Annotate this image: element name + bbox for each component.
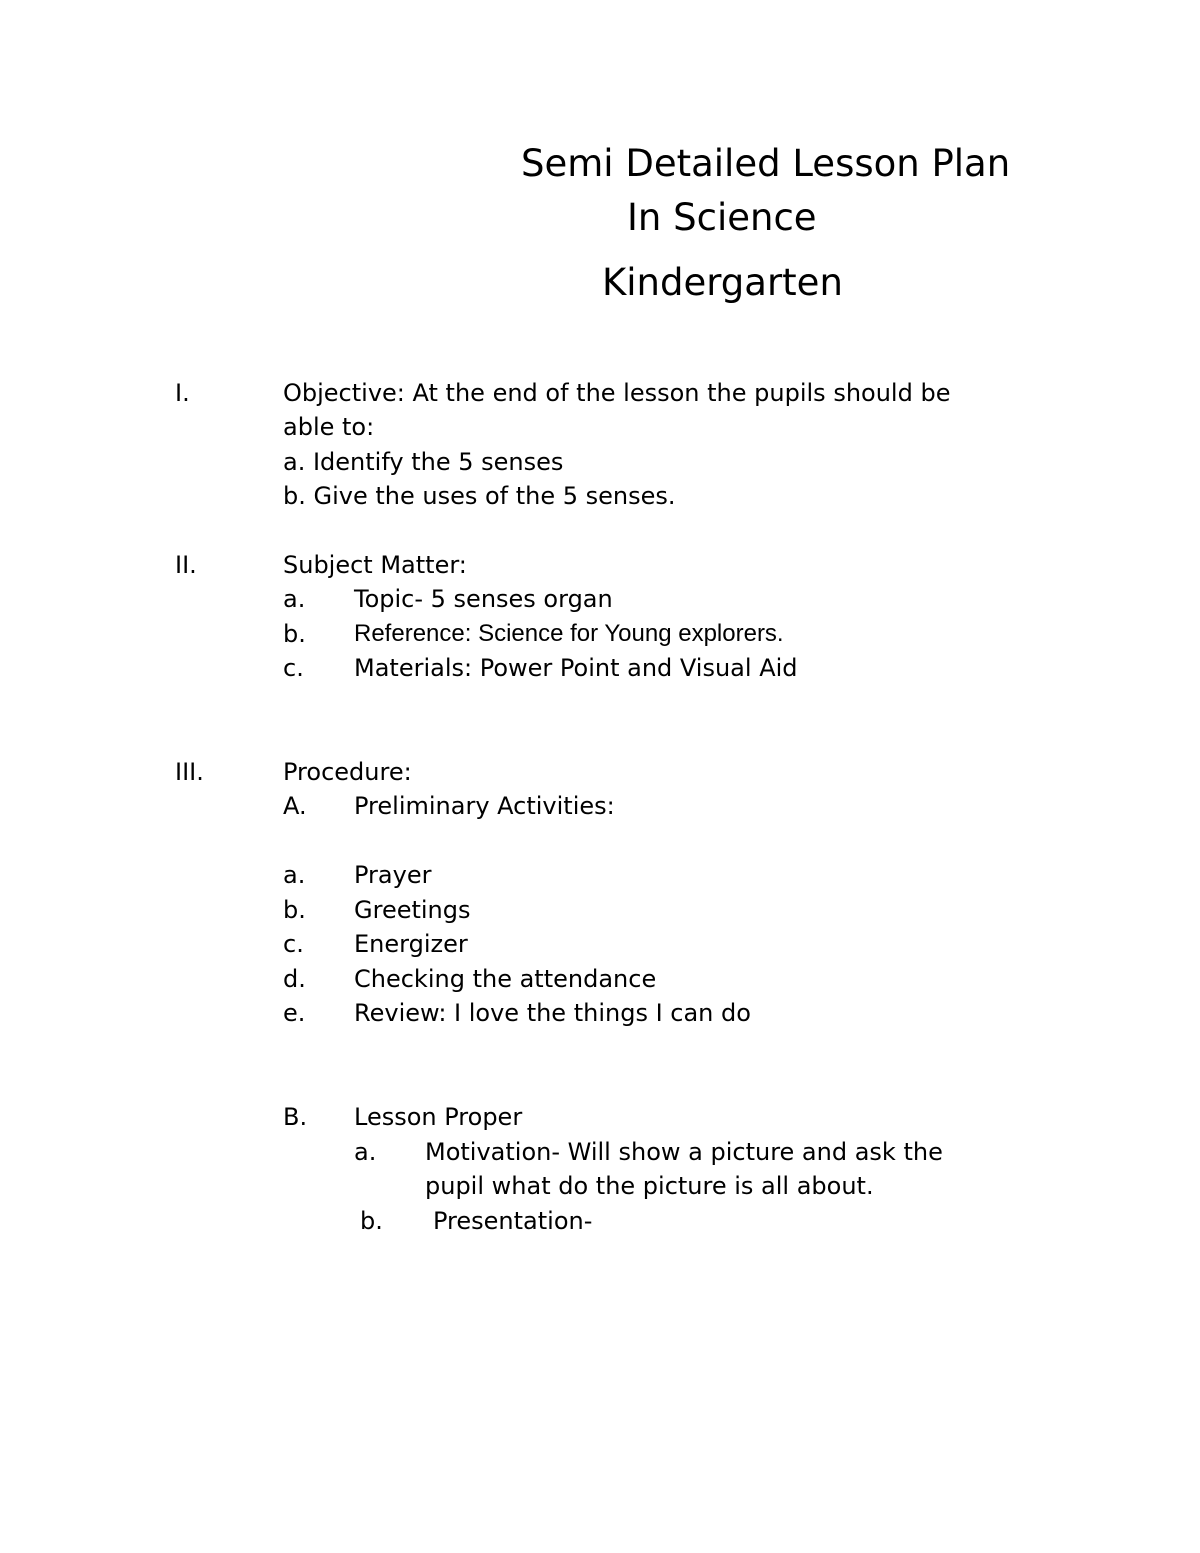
proper-item-motivation-continued: pupil what do the picture is all about. <box>425 1172 874 1200</box>
prelim-item-letter: d. <box>283 965 306 993</box>
preliminary-activities-heading: Preliminary Activities: <box>354 792 615 820</box>
proper-item-motivation: Motivation- Will show a picture and ask the <box>425 1138 943 1166</box>
objective-item-b: b. Give the uses of the 5 senses. <box>283 482 676 510</box>
subject-item-materials: Materials: Power Point and Visual Aid <box>354 654 798 682</box>
subject-item-letter: a. <box>283 585 306 613</box>
subject-matter-heading: Subject Matter: <box>283 551 467 579</box>
prelim-item-letter: c. <box>283 930 304 958</box>
document-subject: In Science <box>627 196 817 239</box>
subject-item-topic: Topic- 5 senses organ <box>354 585 613 613</box>
document-grade-level: Kindergarten <box>602 261 843 304</box>
proper-item-letter: a. <box>354 1138 377 1166</box>
section-numeral-procedure: III. <box>175 758 204 786</box>
prelim-item-prayer: Prayer <box>354 861 432 889</box>
subject-item-letter: c. <box>283 654 304 682</box>
prelim-item-review: Review: I love the things I can do <box>354 999 751 1027</box>
prelim-item-letter: b. <box>283 896 306 924</box>
procedure-subsection-letter: B. <box>283 1103 308 1131</box>
subject-item-reference: Reference: Science for Young explorers. <box>354 620 784 647</box>
objective-heading-continued: able to: <box>283 413 375 441</box>
prelim-item-energizer: Energizer <box>354 930 468 958</box>
section-numeral-objective: I. <box>175 379 190 407</box>
prelim-item-letter: e. <box>283 999 306 1027</box>
prelim-item-letter: a. <box>283 861 306 889</box>
section-numeral-subject-matter: II. <box>175 551 197 579</box>
lesson-proper-heading: Lesson Proper <box>354 1103 523 1131</box>
proper-item-letter: b. <box>360 1207 383 1235</box>
procedure-heading: Procedure: <box>283 758 412 786</box>
prelim-item-greetings: Greetings <box>354 896 471 924</box>
proper-item-presentation: Presentation- <box>433 1207 593 1235</box>
objective-heading: Objective: At the end of the lesson the pupils should be <box>283 379 951 407</box>
document-title: Semi Detailed Lesson Plan <box>521 142 1011 185</box>
procedure-subsection-letter: A. <box>283 792 307 820</box>
subject-item-letter: b. <box>283 620 306 648</box>
prelim-item-attendance: Checking the attendance <box>354 965 657 993</box>
objective-item-a: a. Identify the 5 senses <box>283 448 564 476</box>
